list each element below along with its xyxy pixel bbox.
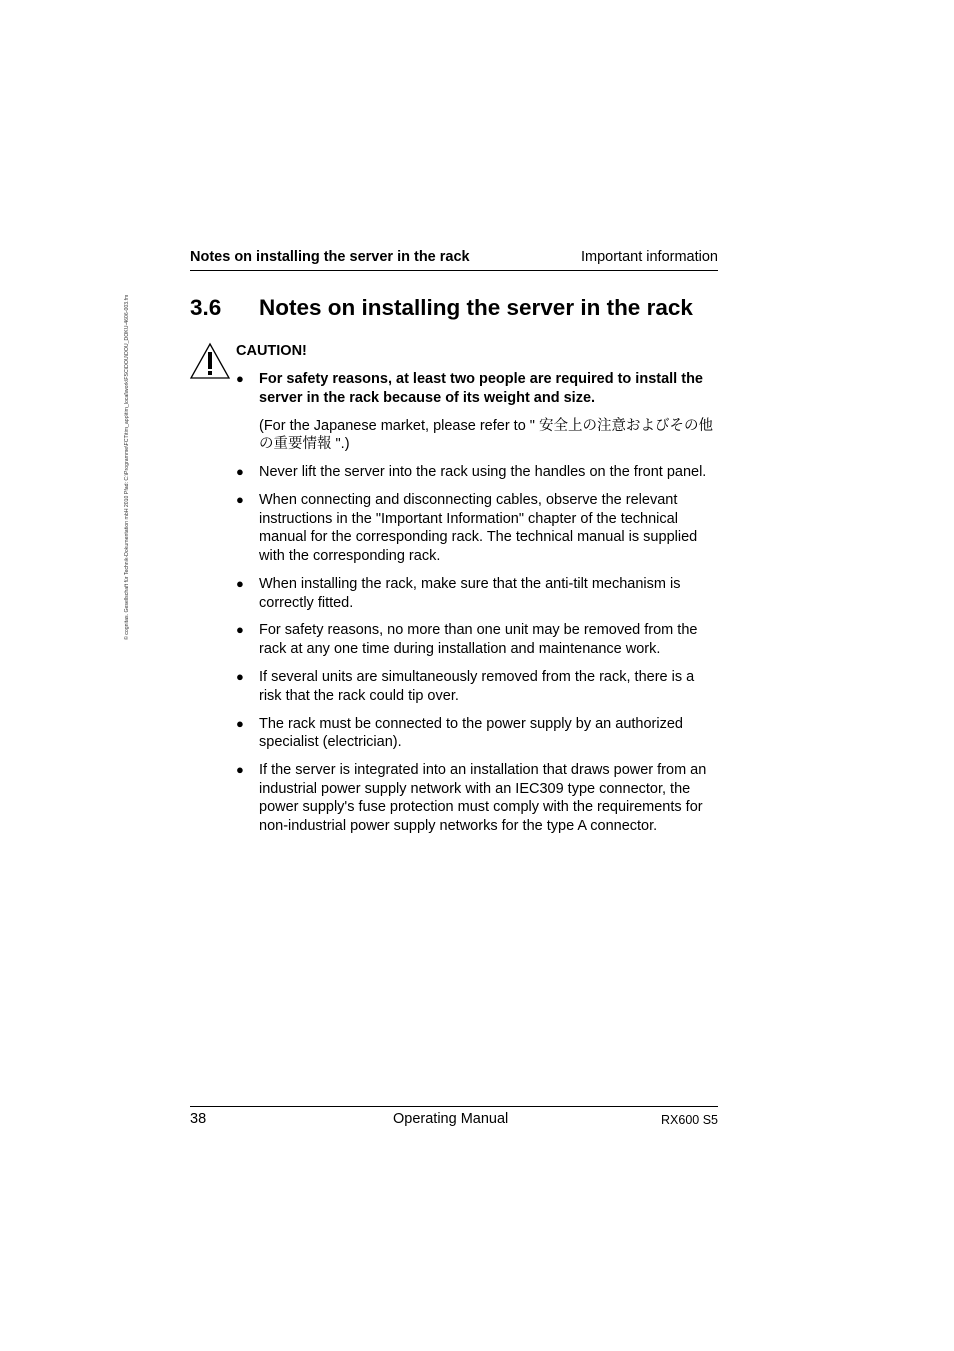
bullet: ● [236, 464, 244, 480]
list-item [236, 463, 720, 482]
list-item [236, 370, 720, 407]
caution-label: CAUTION! [236, 343, 307, 359]
header-chapter-title: Notes on installing the server in the rack [190, 249, 470, 265]
list-item [236, 575, 720, 612]
side-margin-note [121, 240, 135, 640]
bullet: ● [236, 622, 244, 638]
list-item [236, 715, 720, 752]
page-number: 38 [190, 1111, 207, 1127]
list-item [236, 491, 720, 565]
running-header [190, 248, 718, 271]
list-item-text: If the server is integrated into an installation that draws power from an industrial power supply network with an IEC309 type connector, the power supply's fuse protection must comply with the requirements for non-industrial power supply networks for the type A connector. [259, 762, 707, 834]
bullet: ● [236, 575, 244, 591]
list-item [236, 621, 720, 658]
footer-model: RX600 S5 [661, 1113, 718, 1127]
bullet: ● [236, 715, 244, 731]
side-margin-text: © cognitas. Gesellschaft für Technik-Dokumentation mbH 2010 Pfad: C:\Programme\FCT\tim_app\tim_local\work\FSC\DOU\DOU_DOKU-4606-003.fm [124, 294, 130, 640]
bullet: ● [236, 669, 244, 685]
list-item-text: When installing the rack, make sure that the anti-tilt mechanism is correctly fitted. [259, 575, 681, 611]
caution-list [236, 370, 720, 845]
header-section-name: Important information [580, 249, 718, 265]
list-item [236, 668, 720, 705]
list-item-text: For safety reasons, at least two people are required to install the server in the rack because of its weight and size. [259, 371, 703, 406]
list-item-text: Never lift the server into the rack using the handles on the front panel. [259, 464, 707, 481]
bullet: ● [236, 762, 244, 778]
list-item-text: For safety reasons, no more than one unit may be removed from the rack at any one time during installation and maintenance work. [259, 622, 698, 658]
list-item-text: The rack must be connected to the power supply by an authorized specialist (electrician). [259, 715, 683, 751]
warning-triangle-icon [189, 342, 231, 380]
list-item [236, 761, 720, 835]
page-footer [190, 1106, 718, 1131]
japanese-market-note: (For the Japanese market, please refer to " 安全上の注意およびその他の重要情報 ".) [259, 417, 713, 453]
section-title: Notes on installing the server in the rack [259, 295, 693, 320]
bullet: ● [236, 492, 244, 508]
section-number: 3.6 [190, 295, 222, 320]
list-item-text: If several units are simultaneously removed from the rack, there is a risk that the rack could tip over. [259, 669, 695, 704]
bullet: ● [236, 371, 244, 386]
footer-manual-title: Operating Manual [393, 1111, 509, 1127]
list-item-text: When connecting and disconnecting cables, observe the relevant instructions in the "Important Information" chapter of the technical manual for the corresponding rack. The technical manual is supplied with the corresponding rack. [259, 492, 698, 564]
